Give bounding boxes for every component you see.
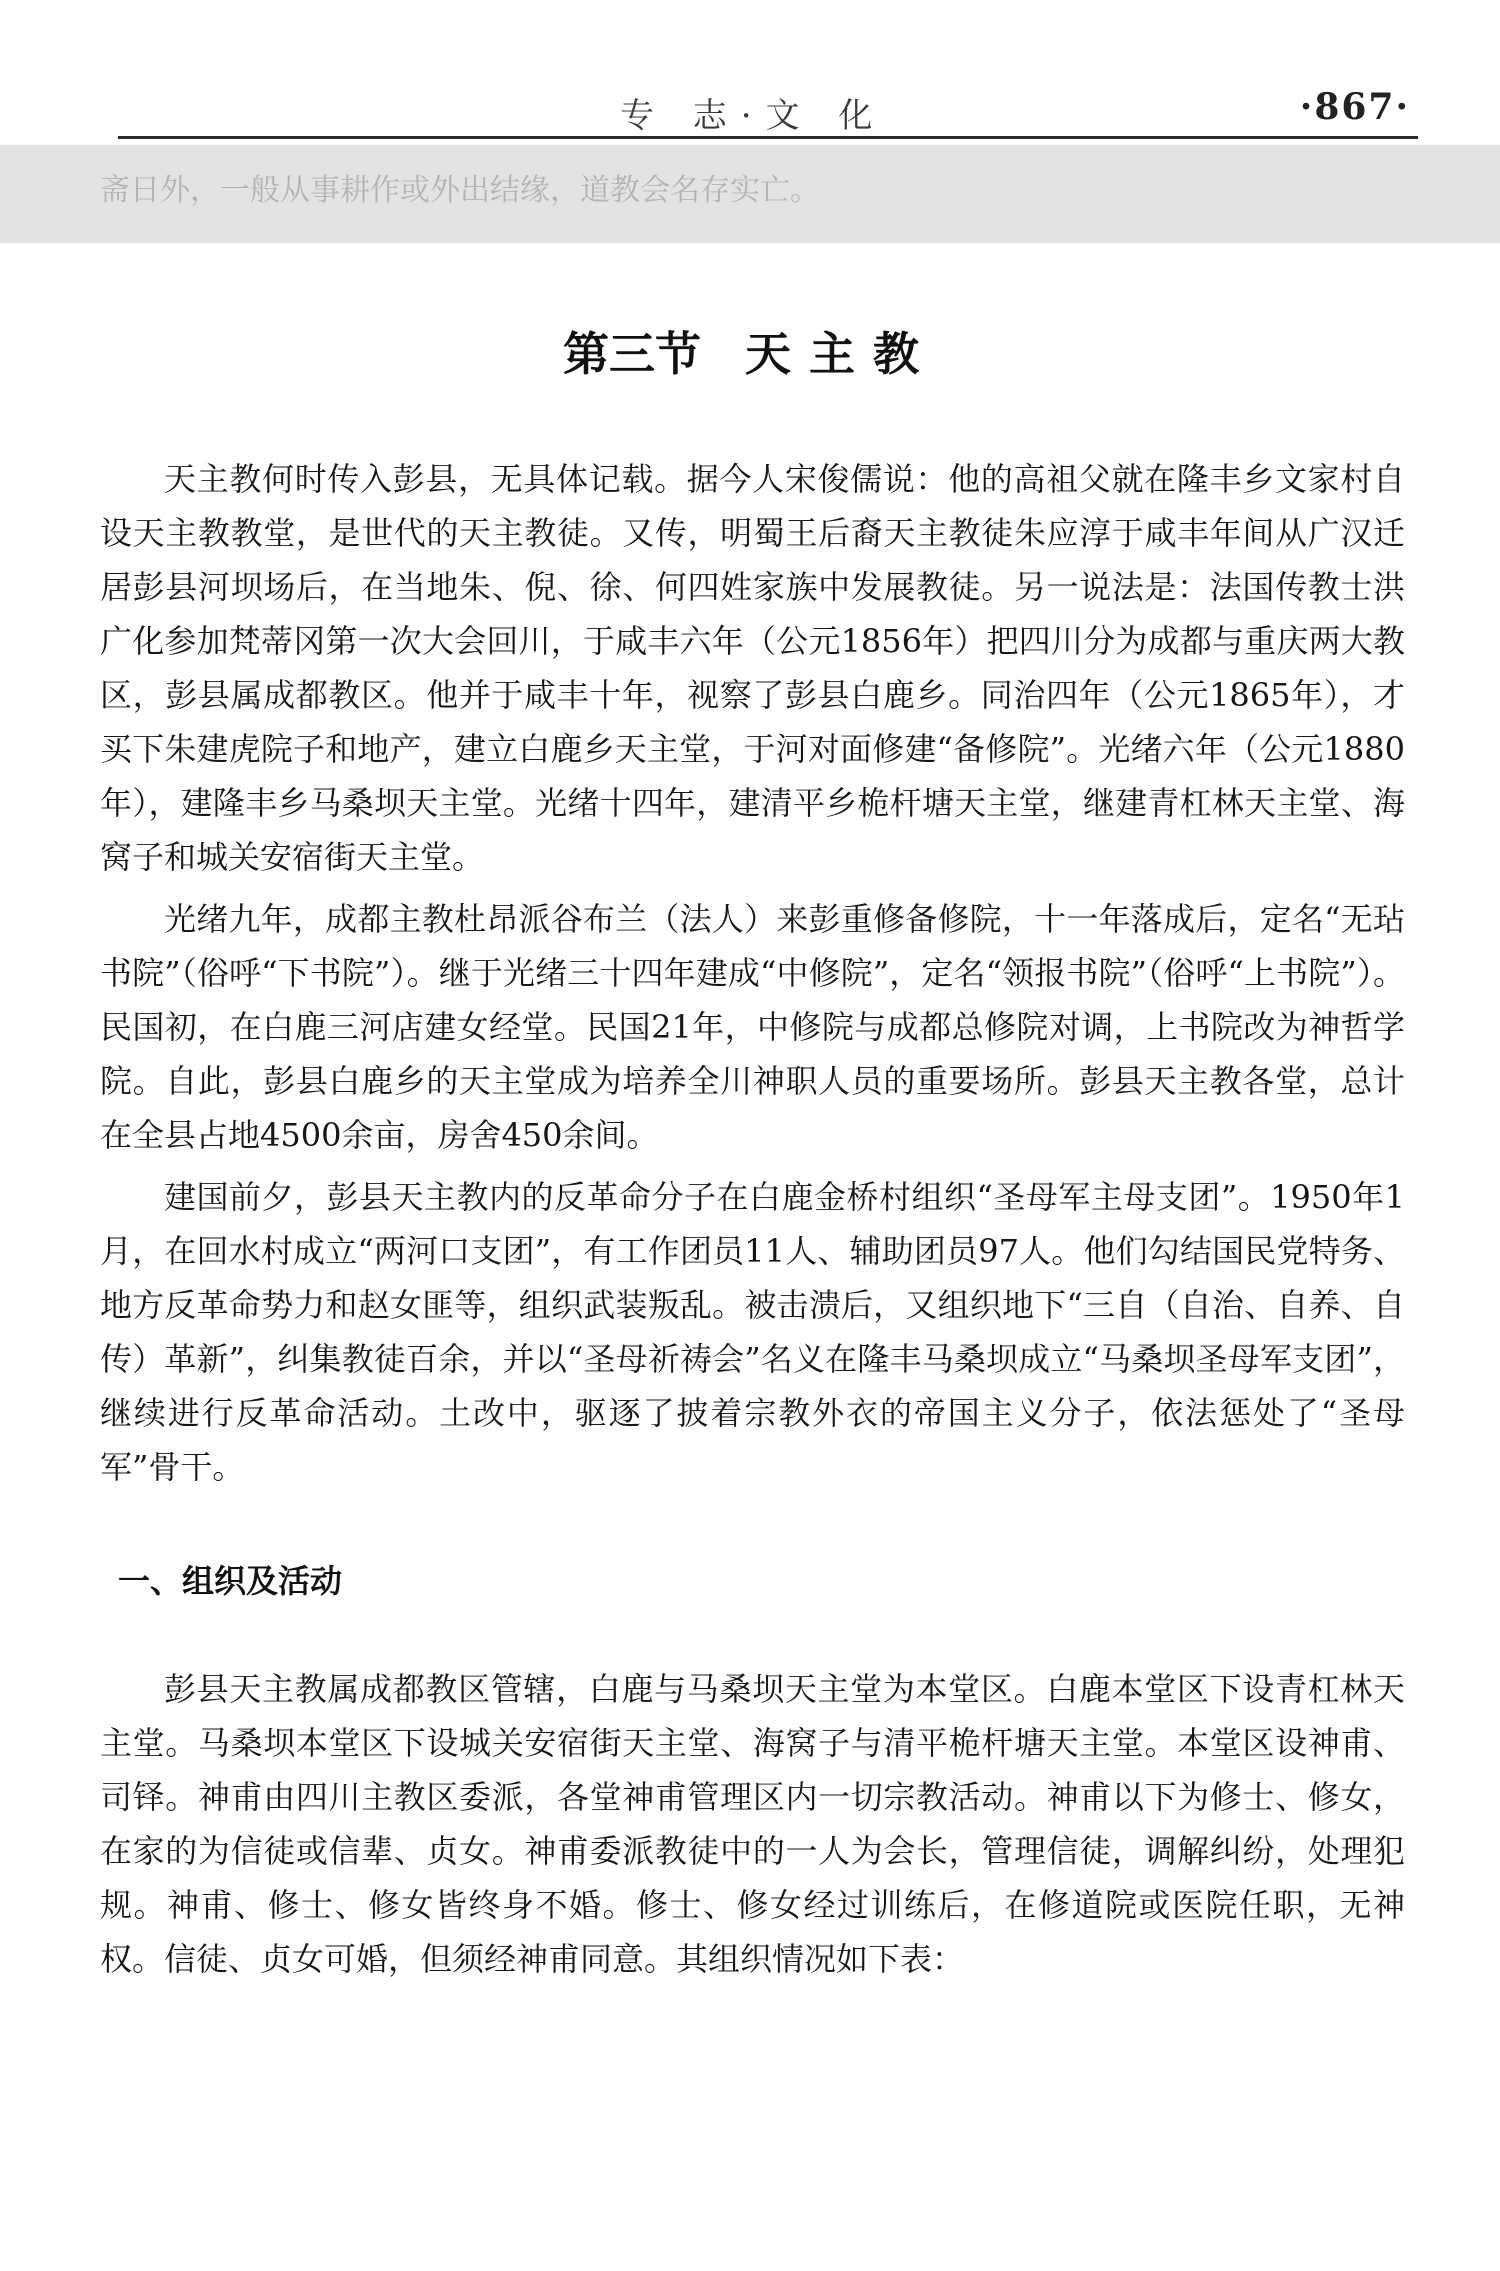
body-paragraph: 建国前夕，彭县天主教内的反革命分子在白鹿金桥村组织“圣母军主母支团”。1950年1月，在回水村成立“两河口支团”，有工作团员11人、辅助团员97人。他们勾结国民党特务、地方反革命势力和赵女匪等，组织武装叛乱。被击溃后，又组织地下“三自（自治、自养、自传）革新”，纠集教徒百余，并以“圣母祈祷会”名义在隆丰马桑坝成立“马桑坝圣母军支团”，继续进行反革命活动。土改中，驱逐了披着宗教外衣的帝国主义分子，依法惩处了“圣母军”骨干。 (100, 1178, 1405, 1486)
section-number: 第三节 (563, 327, 701, 381)
header-rule (118, 136, 1418, 139)
body-paragraph: 天主教何时传入彭县，无具体记载。据今人宋俊儒说：他的高祖父就在隆丰乡文家村自设天主教教堂，是世代的天主教徒。又传，明蜀王后裔天主教徒朱应淳于咸丰年间从广汉迁居彭县河坝场后，在当地朱、倪、徐、何四姓家族中发展教徒。另一说法是：法国传教士洪广化参加梵蒂冈第一次大会回川，于咸丰六年（公元1856年）把四川分为成都与重庆两大教区，彭县属成都教区。他并于咸丰十年，视察了彭县白鹿乡。同治四年（公元1865年），才买下朱建虎院子和地产，建立白鹿乡天主堂，于河对面修建“备修院”。光绪六年（公元1880年），建隆丰乡马桑坝天主堂。光绪十四年，建清平乡桅杆塘天主堂，继建青杠林天主堂、海窝子和城关安宿街天主堂。 (100, 460, 1405, 876)
body-paragraph: 彭县天主教属成都教区管辖，白鹿与马桑坝天主堂为本堂区。白鹿本堂区下设青杠林天主堂。马桑坝本堂区下设城关安宿街天主堂、海窝子与清平桅杆塘天主堂。本堂区设神甫、司铎。神甫由四川主教区委派，各堂神甫管理区内一切宗教活动。神甫以下为修士、修女，在家的为信徒或信辈、贞女。神甫委派教徒中的一人为会长，管理信徒，调解纠纷，处理犯规。神甫、修士、修女皆终身不婚。修士、修女经过训练后，在修道院或医院任职，无神权。信徒、贞女可婚，但须经神甫同意。其组织情况如下表： (100, 1670, 1405, 1978)
section-title (0, 318, 1500, 384)
body-paragraph: 光绪九年，成都主教杜昂派谷布兰（法人）来彭重修备修院，十一年落成后，定名“无玷书院”（俗呼“下书院”）。继于光绪三十四年建成“中修院”，定名“领报书院”（俗呼“上书院”）。民国初，在白鹿三河店建女经堂。民国21年，中修院与成都总修院对调，上书院改为神哲学院。自此，彭县白鹿乡的天主堂成为培养全川神职人员的重要场所。彭县天主教各堂，总计在全县占地4500余亩，房舍450余间。 (100, 900, 1405, 1154)
page-header (0, 0, 1500, 145)
page-number: ·867· (1299, 86, 1410, 128)
subsection-heading: 一、组织及活动 (118, 1562, 343, 1600)
previous-page-text: 斋日外，一般从事耕作或外出结缘，道教会名存实亡。 (100, 173, 820, 208)
running-title: 专 志·文 化 (620, 96, 887, 136)
page-body (100, 452, 1405, 1994)
previous-page-fragment (0, 145, 1500, 243)
section-name: 天主教 (745, 327, 937, 381)
